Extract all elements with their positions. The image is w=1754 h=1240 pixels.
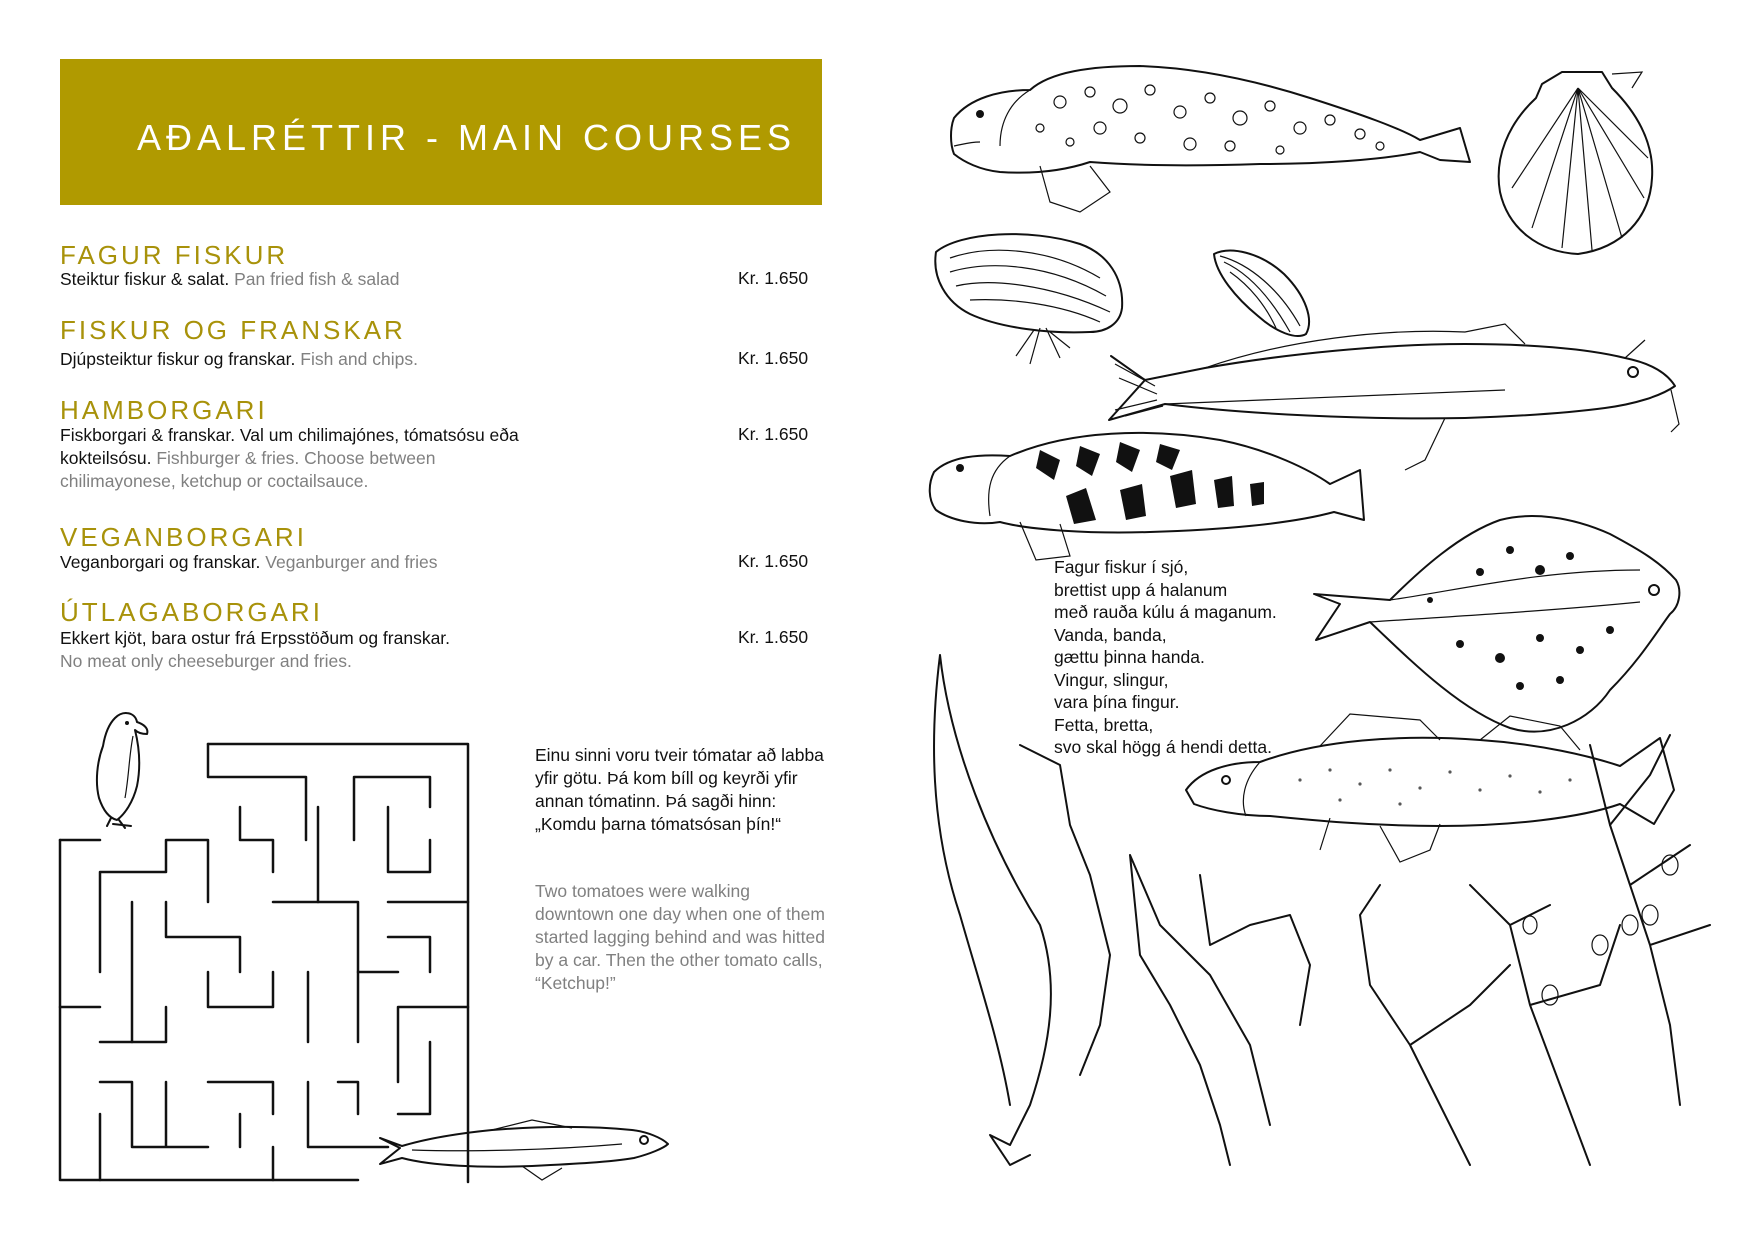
menu-item-title-hamborgari: HAMBORGARI bbox=[60, 395, 268, 425]
cod-icon bbox=[372, 1110, 672, 1190]
desc-icelandic: Djúpsteiktur fiskur og franskar. bbox=[60, 349, 296, 369]
poem-line: brettist upp á halanum bbox=[1054, 579, 1228, 600]
menu-item-price: Kr. 1.650 bbox=[738, 348, 809, 368]
desc-english: No meat only cheeseburger and fries. bbox=[60, 651, 352, 671]
joke-english: Two tomatoes were walking downtown one day when one of them started lagging behind and was hitted by a car. Then the other tomato calls, “Ketchup!” bbox=[535, 881, 825, 993]
menu-item-desc-fiskur-og-franskar bbox=[60, 348, 560, 371]
scallop-icon bbox=[1492, 68, 1662, 258]
menu-item-desc-veganborgari bbox=[60, 551, 560, 574]
desc-icelandic: Steiktur fiskur & salat. bbox=[60, 269, 230, 289]
desc-english: Fishburger & fries. Choose between chilimayonese, ketchup or coctailsauce. bbox=[60, 448, 436, 491]
poem-line: vara þína fingur. bbox=[1054, 692, 1180, 712]
menu-item-title-veganborgari: VEGANBORGARI bbox=[60, 522, 307, 552]
poem-line: með rauða kúlu á maganum. bbox=[1054, 602, 1277, 622]
menu-item-price: Kr. 1.650 bbox=[738, 268, 809, 288]
menu-item-price: Kr. 1.650 bbox=[738, 627, 809, 647]
poem-line: Fagur fiskur í sjó, bbox=[1054, 557, 1189, 577]
menu-item-price: Kr. 1.650 bbox=[738, 551, 809, 571]
desc-icelandic: Ekkert kjöt, bara ostur frá Erpsstöðum og franskar. bbox=[60, 628, 451, 648]
catfish-icon bbox=[920, 420, 1370, 565]
desc-icelandic: Fiskborgari & franskar. Val um chilimajónes, tómatsósu eða kokteilsósu. bbox=[60, 425, 519, 468]
menu-item-desc-utlagaborgari bbox=[60, 627, 620, 673]
desc-english: Fish and chips. bbox=[300, 349, 418, 369]
menu-item-desc-fagur-fiskur bbox=[60, 268, 560, 291]
desc-english: Veganburger and fries bbox=[265, 552, 438, 572]
poem-line: Vingur, slingur, bbox=[1054, 669, 1169, 690]
poem-line: svo skal högg á hendi detta. bbox=[1054, 737, 1272, 757]
poem-line: Vanda, banda, bbox=[1054, 624, 1167, 645]
menu-item-title-fagur-fiskur: FAGUR FISKUR bbox=[60, 240, 289, 270]
desc-icelandic: Veganborgari og franskar. bbox=[60, 552, 261, 572]
menu-item-desc-hamborgari bbox=[60, 424, 550, 493]
page-title: AÐALRÉTTIR - MAIN COURSES bbox=[137, 117, 797, 158]
oyster-icon bbox=[930, 228, 1130, 368]
poem-line: gættu þinna handa. bbox=[1054, 647, 1205, 667]
wolffish-icon bbox=[940, 62, 1480, 212]
menu-item-price: Kr. 1.650 bbox=[738, 424, 809, 444]
header-band bbox=[60, 59, 822, 205]
poem-line: Fetta, bretta, bbox=[1054, 714, 1154, 735]
desc-english: Pan fried fish & salad bbox=[234, 269, 400, 289]
menu-item-title-utlagaborgari: ÚTLAGABORGARI bbox=[60, 597, 323, 627]
joke-icelandic: Einu sinni voru tveir tómatar að labba yfir götu. Þá kom bíll og keyrði yfir annan tómatinn. Þá sagði hinn: „Komdu þarna tómatsósan þín!“ bbox=[535, 745, 824, 834]
poem bbox=[1054, 556, 1334, 759]
menu-item-title-fiskur-og-franskar: FISKUR OG FRANSKAR bbox=[60, 315, 406, 345]
